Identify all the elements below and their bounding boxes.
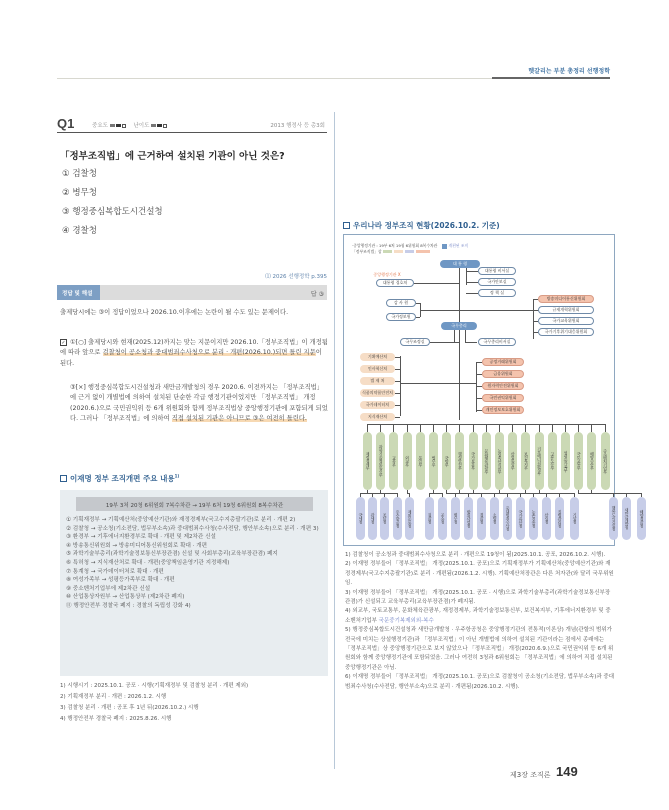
reform-title-text: 이재명 정부 조직개편 주요 내용: [70, 474, 175, 483]
org-node-ministry: 교육부: [389, 432, 398, 490]
page-number: 149: [556, 764, 578, 779]
org-node-pm-commission: 공정거래위원회: [482, 358, 524, 366]
reform-footnote: 3) 검찰청 분리 · 개편 : 공포 후 1년 뒤(2026.10.2.) 시행: [60, 705, 199, 711]
legend-reorg-text: 개편된 조직: [448, 243, 469, 248]
choice-1: ① 검찰청: [62, 169, 97, 179]
connector-line: [512, 424, 513, 432]
org-node-pm-agency: 지식재산처: [360, 413, 395, 421]
answer-item-3-text: ③[×] 행정중심복합도시건설청과 새만금개발청의 경우 2020.6. 이전까지는 「정부조직법」에 근거 없이 개별법에 의하여 설치된 단순한 각급 행정기관이었지만 「정부조직법」 개정(2020.6.)으로 국민권익위 등 6개 위원회와 함께 정부조직법상 중앙행정기관에 포함되게 되었다. 그러나 「정부조직법」에 의하여: [70, 384, 328, 423]
org-node-pm-office: 국무조정실: [400, 338, 430, 346]
connector-line: [433, 493, 443, 494]
reform-summary: 19부 3처 20청 6위원회 7복수차관 → 19부 6처 19청 6위원회 8복수차관: [76, 497, 313, 511]
chart-note: 1) 검찰청이 공소청과 중대범죄수사청으로 분리 · 개편으로 19청이 됨(2025.10.1. 공포, 2026.10.2. 시행).: [345, 552, 606, 558]
connector-line: [395, 369, 400, 370]
importance-label: 중요도: [92, 123, 108, 129]
difficulty-label: 난이도: [133, 123, 150, 129]
org-node-ministry: 보건복지부: [521, 432, 530, 490]
connector-line: [400, 356, 401, 416]
connector-line: [459, 265, 460, 420]
org-node-agency: 관세청: [368, 497, 377, 540]
reform-item: ① 기획재정부 → 기획예산처(중앙예산기관)와 재정경제부(국고수지총괄기관)로 분리 · 개편 2): [66, 517, 296, 523]
org-node-pm-agency: 식품의약품안전처: [360, 389, 395, 397]
connector-line: [367, 490, 368, 493]
connector-line: [407, 424, 408, 432]
connector-line: [525, 490, 526, 493]
org-node-ministry: 국토교통부: [574, 432, 583, 490]
connector-line: [591, 424, 592, 432]
reform-item: ④ 방송통신위원회 → 방송미디어통신위원회로 확대 · 개편: [66, 542, 208, 549]
connector-line: [400, 383, 459, 384]
answer-item-1-suffix: 이 된다.: [60, 349, 322, 367]
org-node-agency: 질병관리청: [555, 497, 564, 540]
connector-line: [473, 490, 474, 493]
reform-item: ⑩ 산업통상자원부 → 산업통상부 (제2차관 폐지): [66, 594, 185, 601]
org-node-agency: 경찰청: [477, 497, 486, 540]
connector-line: [499, 424, 500, 432]
connector-line: [473, 424, 474, 432]
connector-line: [459, 424, 460, 432]
org-node-ministry: 고용노동부: [548, 432, 557, 490]
org-node-nis: 국가정보원: [386, 313, 416, 321]
connector-line: [430, 342, 459, 343]
connector-line: [380, 424, 381, 432]
org-node-pm-commission: 금융위원회: [482, 370, 524, 378]
connector-line: [578, 424, 579, 432]
connector-line: [476, 362, 477, 412]
org-node-agency: 기상청: [570, 497, 579, 540]
reform-title-sup: 1): [174, 473, 180, 479]
answer-item-3-highlight: 직접 설치된 기관은 아니므로 ③은 여전히 틀린다.: [171, 415, 307, 423]
connector-line: [459, 383, 476, 384]
connector-line: [433, 424, 434, 432]
reform-footnote: 2) 기획재정부 분리 · 개편 : 2026.1.2. 시행: [60, 694, 167, 700]
org-node-ministry: 재정경제부: [363, 432, 372, 490]
question-source: 2013 행정사 등 총3회: [270, 123, 325, 129]
org-node-pm-commission: 원자력안전위원회: [482, 382, 524, 390]
org-node-ministry: 국가보훈부: [469, 432, 478, 490]
connector-line: [407, 493, 410, 494]
connector-line: [533, 299, 534, 339]
check-icon: ✓: [61, 340, 66, 346]
question-number: Q1: [57, 116, 75, 131]
org-node-agency: 농촌진흥청: [529, 497, 538, 540]
org-node-agency: 행복도시건설청: [609, 497, 618, 540]
connector-line: [393, 424, 394, 432]
connector-line: [416, 317, 420, 318]
chart-note: [345, 607, 615, 626]
connector-line: [486, 424, 487, 432]
connector-line: [395, 357, 400, 358]
reform-item: ⑦ 통계청 → 국가데이터처로 확대 · 개편: [66, 568, 164, 575]
reform-item: ② 검찰청 → 공소청(기소전담, 법무부소속)과 중대범죄수사청(수사전담, 행안부소속)으로 분리 · 개편 3): [66, 525, 319, 532]
chart-note-4-text: 4) 외교부, 국토교통부, 문화체육관광부, 재정경제부, 과학기술정보통신부, 보건복지부, 기후에너지환경부 및 중소벤처기업부: [345, 608, 611, 624]
org-node-commission: 국가기후위기대응위원회: [538, 328, 594, 336]
connector-line: [465, 330, 466, 342]
org-node-audit: 감 사 원: [386, 299, 416, 307]
connector-line: [395, 417, 400, 418]
org-chart-title-text: 우리나라 정부조직 현황(2026.10.2. 기준): [353, 221, 500, 230]
reform-item: ③ 환경부 → 기후에너지환경부로 확대 · 개편 및 제2차관 신설: [66, 534, 216, 541]
org-node-ministry: 농림축산식품부: [495, 432, 504, 490]
org-node-president-office: 대통령 비서실: [478, 267, 516, 275]
connector-line: [539, 490, 540, 493]
org-node-agency: 우주항공청: [393, 497, 402, 540]
running-title: 헷갈리는 부분 총정리 선행정학: [528, 68, 610, 75]
org-node-ministry: 국방부: [442, 432, 451, 490]
answer-intro: 출제당시에는 ③이 정답이었으나 2026.10.이후에는 논란이 될 수도 있는 문제이다.: [60, 309, 289, 316]
reform-item: ⑧ 여성가족부 → 성평등가족부로 확대 · 개편: [66, 577, 175, 584]
legend-text: ·중앙행정기관 : 19부 6처 19청 6위원회 8복수차관: [352, 243, 438, 248]
connector-line: [539, 493, 575, 494]
org-node-president: 대 통 령: [440, 260, 480, 268]
reform-item: ⑤ 과학기술부총리(과학기술정보통신부장관겸) 신설 및 사회부총리(교육부장관겸) 폐지: [66, 551, 278, 558]
org-node-agency: 새만금개발청: [622, 497, 631, 540]
answer-value: 답 ③: [310, 291, 324, 298]
org-node-ministry: 과학기술정보통신부: [376, 432, 385, 490]
org-node-agency: 재외동포청: [405, 497, 414, 540]
org-node-agency: 병무청: [451, 497, 460, 540]
connector-line: [380, 490, 381, 493]
connector-line: [565, 424, 566, 432]
reform-footnote: 4) 행정안전부 경찰국 폐지 : 2025.8.26. 시행: [60, 716, 172, 722]
connector-line: [433, 490, 434, 493]
org-node-agency: 중대범죄수사청: [503, 497, 512, 540]
reform-item: ⑨ 중소벤처기업부에 제2차관 신설: [66, 585, 151, 592]
org-node-commission: 국가교육위원회: [538, 317, 594, 325]
reform-item: ⑪ 행정안전부 경찰국 폐지 : 경찰의 독립성 강화 4): [66, 602, 191, 609]
org-node-ministry: 법무부: [429, 432, 438, 490]
org-node-pm-secretariat: 국무총리비서실: [478, 338, 516, 346]
org-node-agency: 소방청: [490, 497, 499, 540]
connector-line: [446, 490, 447, 493]
org-node-agency: 검찰청: [425, 497, 434, 540]
org-node-ministry: 행정안전부: [455, 432, 464, 490]
connector-line: [591, 493, 641, 494]
connector-line: [539, 424, 540, 432]
org-node-pm-agency: 국가데이터처: [360, 401, 395, 409]
connector-line: [552, 424, 553, 432]
chart-note-4-tag: 국문중기복제외외-복수: [378, 617, 434, 624]
org-node-agency: 국세청: [356, 497, 365, 540]
answer-tag: 정답 및 해설: [57, 285, 100, 300]
connector-line: [578, 490, 579, 493]
org-node-agency: 해양경찰청: [637, 497, 646, 540]
org-node-pm-agency: 법 제 처: [360, 377, 395, 385]
connector-line: [414, 283, 459, 284]
connector-line: [466, 293, 478, 294]
connector-line: [605, 424, 606, 432]
choice-3: ③ 행정중심복합도시건설청: [62, 207, 163, 217]
org-node-president-office: 국가안보실: [478, 278, 516, 286]
org-node-ministry: 기후에너지환경부: [535, 432, 544, 490]
chart-notes: [345, 551, 615, 692]
org-node-agency: 방위사업청: [464, 497, 473, 540]
connector-line: [420, 310, 540, 311]
connector-line: [420, 424, 421, 432]
connector-line: [466, 282, 478, 283]
chart-note: 6) 이재명 정부들어 「정부조직법」 개정(2025.10.1. 공포)으로 검찰청이 공소청(기소전담, 법무부소속)과 중대범죄수사청(수사전담, 행안부소속)으로 분리 · 개편됨(2026.10.2. 시행).: [345, 674, 615, 690]
org-node-prime-minister: 국무총리: [441, 322, 477, 330]
org-node-ministry: 외교부: [403, 432, 412, 490]
org-node-ministry: 산업통상부: [508, 432, 517, 490]
answer-item-1-text: ①[○] 출제당시와 현재(2025.12)까지는 맞는 지문이지만 2026.10.「정부조직법」이 개정됨에 따라 앞으로: [60, 339, 328, 357]
org-node-agency: 산림청: [542, 497, 551, 540]
chapter-label: 제3장 조직론: [510, 771, 551, 779]
answer-item-1-highlight: 검찰청이 공소청과 중대범죄수사청으로 분리 · 개편(2026.10.)되면 틀린 지문: [102, 349, 316, 357]
org-node-ministry: 통일부: [416, 432, 425, 490]
question-text: 「정부조직법」에 근거하여 설치된 기관이 아닌 것은?: [60, 151, 285, 162]
org-node-pm-agency: 기획예산처: [360, 353, 395, 361]
connector-line: [591, 490, 592, 493]
connector-line: [395, 405, 400, 406]
connector-line: [446, 424, 447, 432]
legend-sub-text: 「정부조직법」상: [352, 248, 382, 254]
connector-line: [395, 381, 400, 382]
org-node-ministry: 문화체육관광부: [482, 432, 491, 490]
org-node-pm-agency: 인사혁신처: [360, 365, 395, 373]
connector-line: [459, 490, 460, 493]
connector-line: [380, 493, 398, 494]
org-node-commission: 규제개혁위원회: [538, 306, 594, 314]
org-node-agency: 공소청: [438, 497, 447, 540]
chart-note: 2) 이재명 정부들어 「정부조직법」 개정(2025.10.1. 공포)으로 기획재정부가 기획예산처(중앙예산기관)와 재정경제부(국고수지총괄기관)로 분리 · 개편됨(2026.1.2. 시행). 기획예산처장관은 다른 처자관(와 달리 국무위원임.: [345, 561, 614, 587]
org-node-agency: 국가유산청: [516, 497, 525, 540]
connector-line: [395, 393, 400, 394]
connector-line: [454, 330, 455, 342]
org-node-pm-commission: 개인정보보호위원회: [482, 406, 524, 414]
book-reference: ⑴ 2026 선행정학 p.395: [265, 274, 327, 280]
reform-footnote: 1) 시행시기 : 2025.10.1. 공포 · 시행(기획재정부 및 검찰청 분리 · 개편 제외): [60, 683, 249, 689]
org-node-pm-commission: 국민권익위원회: [482, 394, 524, 402]
org-node-security-service: 대통령 경호처: [376, 279, 414, 287]
org-node-ministry: 성평등가족부: [561, 432, 570, 490]
reform-item: ⑥ 특허청 → 지식재산처로 확대 · 개편(중앙책임운영기관 지정해제): [66, 559, 230, 566]
chart-note: 3) 이재명 정부들어 「정부조직법」 개정(2025.10.1. 공포 · 시행)으로 과학기술부총리(과학기술정보통신부장관겸)가 신설되고 교육부총리(교육부장관겸)가 폐지됨.: [345, 589, 611, 606]
choice-4: ④ 경찰청: [62, 226, 97, 236]
choice-2: ② 병무청: [62, 188, 97, 198]
chart-note: 5) 행정중심복합도시건설청과 새만금개발청 · 우주항공청은 중앙행정기관의 전통적(이론상) 개념(관할의 범위가 전국에 미치는 상설행정기관)과 「정부조직법」이 아닌 개별법에 의하여 설치된 기관이라는 점에서 종래에는 「정부조직법」상 중앙행정기관으로 보지 않았으나 「정부조직법」 개정(2020.6.9.)으로 국민권익위 등 6개 위원회와 함께 중앙행정기관에 포함되었음. 그러나 여전히 3청과 6위원회는 「정부조직법」에 의하여 직접 설치된 중앙행정기관은 아님.: [345, 627, 614, 671]
connector-line: [367, 424, 368, 432]
org-node-ministry: 해양수산부: [587, 432, 596, 490]
connector-line: [466, 271, 478, 272]
connector-line: [407, 490, 408, 493]
org-node-commission: 방송미디어통신위원회: [538, 295, 594, 303]
connector-line: [525, 424, 526, 432]
org-node-agency: 조달청: [380, 497, 389, 540]
org-node-ministry: 중소벤처기업부: [601, 432, 610, 490]
org-node-president-office: 정 책 실: [478, 289, 516, 297]
connector-line: [465, 342, 477, 343]
central-admin-note: 중앙행정기관 X: [373, 272, 401, 277]
connector-line: [499, 490, 500, 493]
